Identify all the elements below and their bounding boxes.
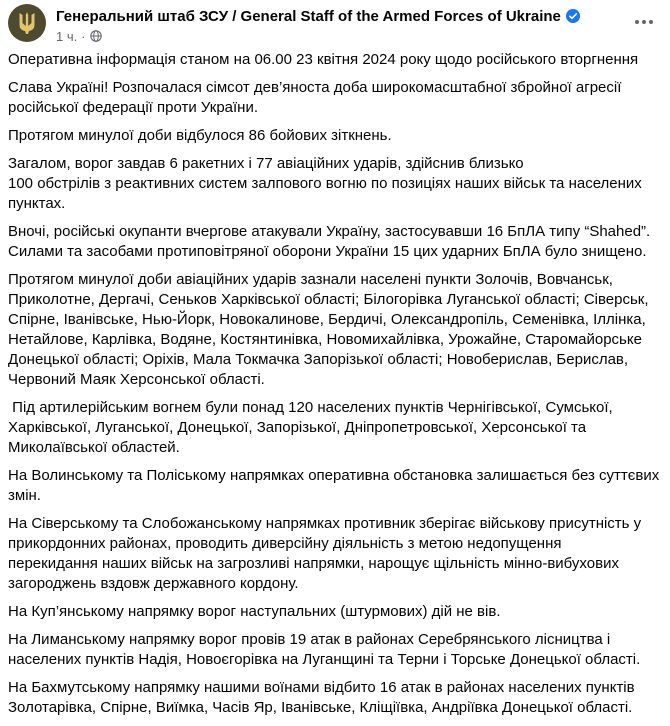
post-paragraph: Протягом минулої доби відбулося 86 бойових зіткнень. xyxy=(8,127,392,144)
post-paragraph: Під артилерійським вогнем були понад 120 населених пунктів Чернігівської, Сумської, Харківської, Луганської, Донецької, Запорізької, Дніпропетровської, Херсонської та Миколаївської областей. xyxy=(8,399,613,456)
more-options-button[interactable] xyxy=(630,8,658,36)
post-paragraph: Загалом, ворог завдав 6 ракетних і 77 авіаційних ударів, здійснив близько 100 обстрілів з реактивних систем залпового вогню по позиціях наших військ та населених пунктах. xyxy=(8,155,642,212)
author-line xyxy=(56,6,580,26)
trident-emblem-icon xyxy=(17,11,37,35)
verified-badge-icon xyxy=(566,9,580,23)
post-meta xyxy=(56,28,102,44)
post-paragraph: На Лиманському напрямку ворог провів 19 атак в районах Серебрянського лісництва і населених пунктів Надія, Новоєгорівка на Луганщині та Терни і Торське Донецької області. xyxy=(8,631,641,668)
post-paragraph: На Сіверському та Слобожанському напрямках противник зберігає військову присутність у прикордонних районах, проводить диверсійну діяльність з метою недопущення перекидання наших військ на загрозливі напрямки, нарощує щільність мінно-вибухових загороджень вздовж державного кордону. xyxy=(8,515,642,592)
post-paragraph: На Куп’янському напрямку ворог наступальних (штурмових) дій не вів. xyxy=(8,603,501,620)
author-name[interactable]: Генеральний штаб ЗСУ / General Staff of the Armed Forces of Ukraine xyxy=(56,7,561,25)
avatar[interactable] xyxy=(8,4,46,42)
post-timestamp[interactable]: 1 ч. xyxy=(56,28,78,44)
post-body xyxy=(8,50,660,726)
post-paragraph: Вночі, російські окупанти вчергове атакували Україну, застосувавши 16 БпЛА типу “Shahed”. Силами та засобами протиповітряної оборони України 15 цих ударних БпЛА було знищено. xyxy=(8,223,651,260)
post-paragraph: Протягом минулої доби авіаційних ударів зазнали населені пункти Золочів, Вовчанськ, Приколотне, Дергачі, Сеньков Харківської області; Білогорівка Луганської області; Сіверськ, Спірне, Іванівське, Нью-Йорк, Новокалинове, Бердичі, Олександропіль, Семенівка, Іллінка, Нетайлове, Карлівка, Водяне, Костянтинівка, Новомихайлівка, Урожайне, Старомайорське Донецької області; Оріхів, Мала Токмачка Запорізької області; Новоберислав, Берислав, Червоний Маяк Херсонської області. xyxy=(8,271,649,388)
post-paragraph: Оперативна інформація станом на 06.00 23 квітня 2024 року щодо російського вторгнення xyxy=(8,51,639,68)
globe-icon[interactable] xyxy=(90,30,102,42)
post-paragraph: На Бахмутському напрямку нашими воїнами відбито 16 атак в районах населених пунктів Золотарівка, Спірне, Виїмка, Часів Яр, Іванівське, Кліщіївка, Андріївка Донецької області. xyxy=(8,679,635,716)
post-header xyxy=(0,0,670,50)
meta-separator: · xyxy=(81,28,86,44)
more-options-icon xyxy=(634,19,654,25)
post-paragraph: Слава Україні! Розпочалася сімсот дев’яноста доба широкомасштабної збройної агресії російської федерації проти України. xyxy=(8,79,622,116)
post-paragraph: На Волинському та Поліському напрямках оперативна обстановка залишається без суттєвих змін. xyxy=(8,467,660,504)
